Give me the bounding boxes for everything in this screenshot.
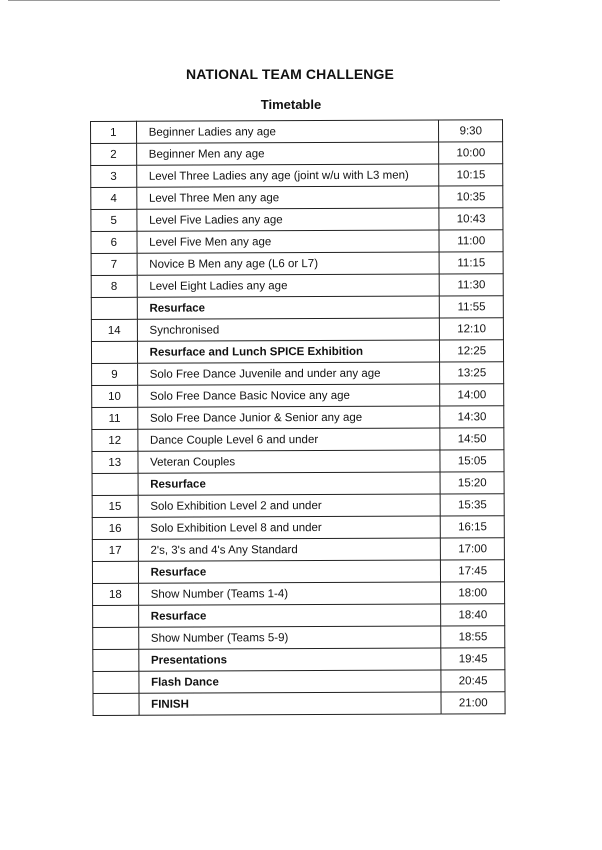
- table-row: [92, 428, 504, 452]
- event-time: 15:35: [441, 494, 505, 516]
- table-row: [92, 560, 504, 584]
- event-name: Dance Couple Level 6 and under: [137, 428, 440, 451]
- event-name: Synchronised: [137, 318, 440, 341]
- event-name: Solo Free Dance Junior & Senior any age: [137, 406, 440, 429]
- table-row: [91, 142, 503, 166]
- row-number: 12: [92, 429, 138, 451]
- event-name: Solo Free Dance Juvenile and under any age: [137, 362, 440, 385]
- table-row: [91, 186, 503, 210]
- table-row: [91, 274, 503, 298]
- row-number: 10: [92, 385, 138, 407]
- table-row: [93, 670, 505, 694]
- event-time: 17:45: [441, 560, 505, 582]
- event-name: Solo Free Dance Basic Novice any age: [137, 384, 440, 407]
- row-number: 8: [91, 275, 137, 297]
- event-time: 19:45: [441, 648, 505, 670]
- event-name: Beginner Ladies any age: [136, 120, 439, 143]
- event-time: 17:00: [441, 538, 505, 560]
- table-row: [92, 472, 504, 496]
- row-number: 13: [92, 451, 138, 473]
- event-time: 14:30: [440, 406, 504, 428]
- table-row: [93, 692, 505, 716]
- event-time: 11:55: [440, 296, 504, 318]
- event-name: Resurface: [138, 472, 441, 495]
- row-number: [91, 297, 137, 319]
- row-number: [93, 627, 139, 649]
- event-time: 10:43: [439, 208, 503, 230]
- row-number: 11: [92, 407, 138, 429]
- row-number: 6: [91, 231, 137, 253]
- table-row: [92, 362, 504, 386]
- event-time: 11:30: [440, 274, 504, 296]
- row-number: [92, 561, 138, 583]
- event-time: 15:05: [440, 450, 504, 472]
- event-name: Solo Exhibition Level 8 and under: [138, 516, 441, 539]
- event-name: Resurface: [138, 604, 441, 627]
- row-number: 1: [91, 121, 137, 143]
- row-number: 17: [92, 539, 138, 561]
- row-number: [92, 473, 138, 495]
- row-number: 3: [91, 165, 137, 187]
- row-number: [93, 693, 139, 715]
- event-name: Level Five Men any age: [137, 230, 440, 253]
- event-time: 18:00: [441, 582, 505, 604]
- table-row: [92, 494, 504, 518]
- table-row: [91, 318, 503, 342]
- table-row: [91, 252, 503, 276]
- event-name: Level Five Ladies any age: [137, 208, 440, 231]
- table-row: [92, 538, 504, 562]
- event-time: 21:00: [441, 692, 505, 714]
- event-name: Level Three Ladies any age (joint w/u with L3 men): [136, 164, 439, 187]
- event-name: Beginner Men any age: [136, 142, 439, 165]
- event-name: Flash Dance: [139, 670, 442, 693]
- event-name: Resurface: [138, 560, 441, 583]
- table-row: [91, 120, 503, 144]
- table-row: [92, 406, 504, 430]
- page-subtitle: Timetable: [260, 97, 322, 112]
- event-name: Veteran Couples: [138, 450, 441, 473]
- row-number: [91, 341, 137, 363]
- event-time: 18:55: [441, 626, 505, 648]
- event-time: 14:50: [440, 428, 504, 450]
- table-row: [91, 230, 503, 254]
- timetable-body: [91, 120, 506, 716]
- row-number: 16: [92, 517, 138, 539]
- row-number: [93, 649, 139, 671]
- table-row: [92, 384, 504, 408]
- row-number: 18: [93, 583, 139, 605]
- timetable: [90, 119, 506, 716]
- event-time: 18:40: [441, 604, 505, 626]
- table-row: [91, 340, 503, 364]
- event-time: 10:15: [439, 164, 503, 186]
- event-name: Show Number (Teams 1-4): [138, 582, 441, 605]
- table-row: [93, 626, 505, 650]
- event-name: Level Eight Ladies any age: [137, 274, 440, 297]
- event-time: 20:45: [441, 670, 505, 692]
- table-row: [91, 296, 503, 320]
- event-name: Solo Exhibition Level 2 and under: [138, 494, 441, 517]
- event-name: FINISH: [139, 692, 442, 715]
- table-row: [93, 648, 505, 672]
- event-name: Resurface: [137, 296, 440, 319]
- row-number: [93, 671, 139, 693]
- event-name: Resurface and Lunch SPICE Exhibition: [137, 340, 440, 363]
- row-number: 15: [92, 495, 138, 517]
- event-time: 11:15: [440, 252, 504, 274]
- table-row: [93, 604, 505, 628]
- event-time: 9:30: [439, 120, 503, 142]
- scan-edge-line: [8, 0, 500, 1]
- row-number: 4: [91, 187, 137, 209]
- event-name: Novice B Men any age (L6 or L7): [137, 252, 440, 275]
- event-time: 16:15: [441, 516, 505, 538]
- table-row: [92, 450, 504, 474]
- page-title: NATIONAL TEAM CHALLENGE: [186, 66, 394, 82]
- row-number: 7: [91, 253, 137, 275]
- table-row: [91, 164, 503, 188]
- event-time: 10:35: [439, 186, 503, 208]
- table-row: [93, 582, 505, 606]
- event-time: 12:10: [440, 318, 504, 340]
- table-row: [91, 208, 503, 232]
- event-time: 15:20: [440, 472, 504, 494]
- event-time: 10:00: [439, 142, 503, 164]
- row-number: 2: [91, 143, 137, 165]
- table-row: [92, 516, 504, 540]
- row-number: 14: [91, 319, 137, 341]
- row-number: [93, 605, 139, 627]
- event-name: Show Number (Teams 5-9): [138, 626, 441, 649]
- row-number: 5: [91, 209, 137, 231]
- event-time: 14:00: [440, 384, 504, 406]
- event-name: 2's, 3's and 4's Any Standard: [138, 538, 441, 561]
- event-name: Presentations: [138, 648, 441, 671]
- row-number: 9: [92, 363, 138, 385]
- event-time: 13:25: [440, 362, 504, 384]
- event-time: 12:25: [440, 340, 504, 362]
- event-time: 11:00: [439, 230, 503, 252]
- event-name: Level Three Men any age: [136, 186, 439, 209]
